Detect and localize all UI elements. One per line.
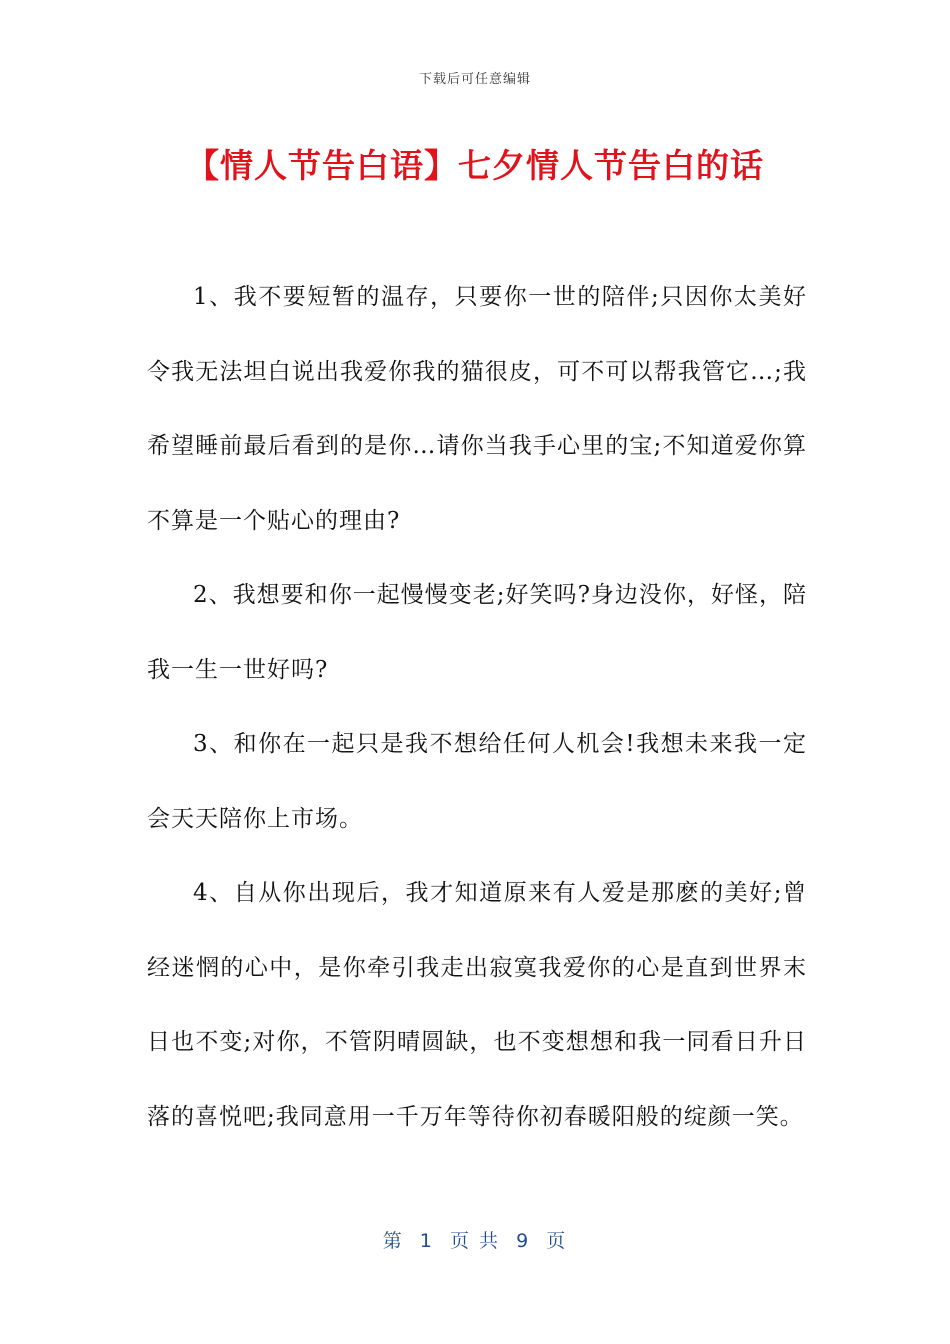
page-number-footer: 第 1 页 共 9 页: [382, 1230, 568, 1252]
header-note: 下载后可任意编辑: [418, 72, 531, 87]
paragraph-3: 3、和你在一起只是我不想给任何人机会!我想未来我一定会天天陪你上市场。: [147, 731, 807, 832]
paragraph-4: 4、自从你出现后，我才知道原来有人爱是那麽的美好;曾经迷惘的心中，是你牵引我走出寂寞我爱你的心是直到世界末日也不变;对你，不管阴晴圆缺，也不变想想和我一同看日升日落的喜悦吧;我同意用一千万年等待你初春暖阳般的绽颜一笑。: [147, 880, 807, 1130]
document-title: 【情人节告白语】七夕情人节告白的话: [186, 146, 764, 185]
paragraph-1: 1、我不要短暂的温存，只要你一世的陪伴;只因你太美好令我无法坦白说出我爱你我的猫很皮，可不可以帮我管它…;我希望睡前最后看到的是你…请你当我手心里的宝;不知道爱你算不算是一个贴心的理由?: [147, 284, 807, 534]
document-body: [147, 260, 807, 1154]
paragraph-2: 2、我想要和你一起慢慢变老;好笑吗?身边没你，好怪，陪我一生一世好吗?: [147, 582, 807, 683]
